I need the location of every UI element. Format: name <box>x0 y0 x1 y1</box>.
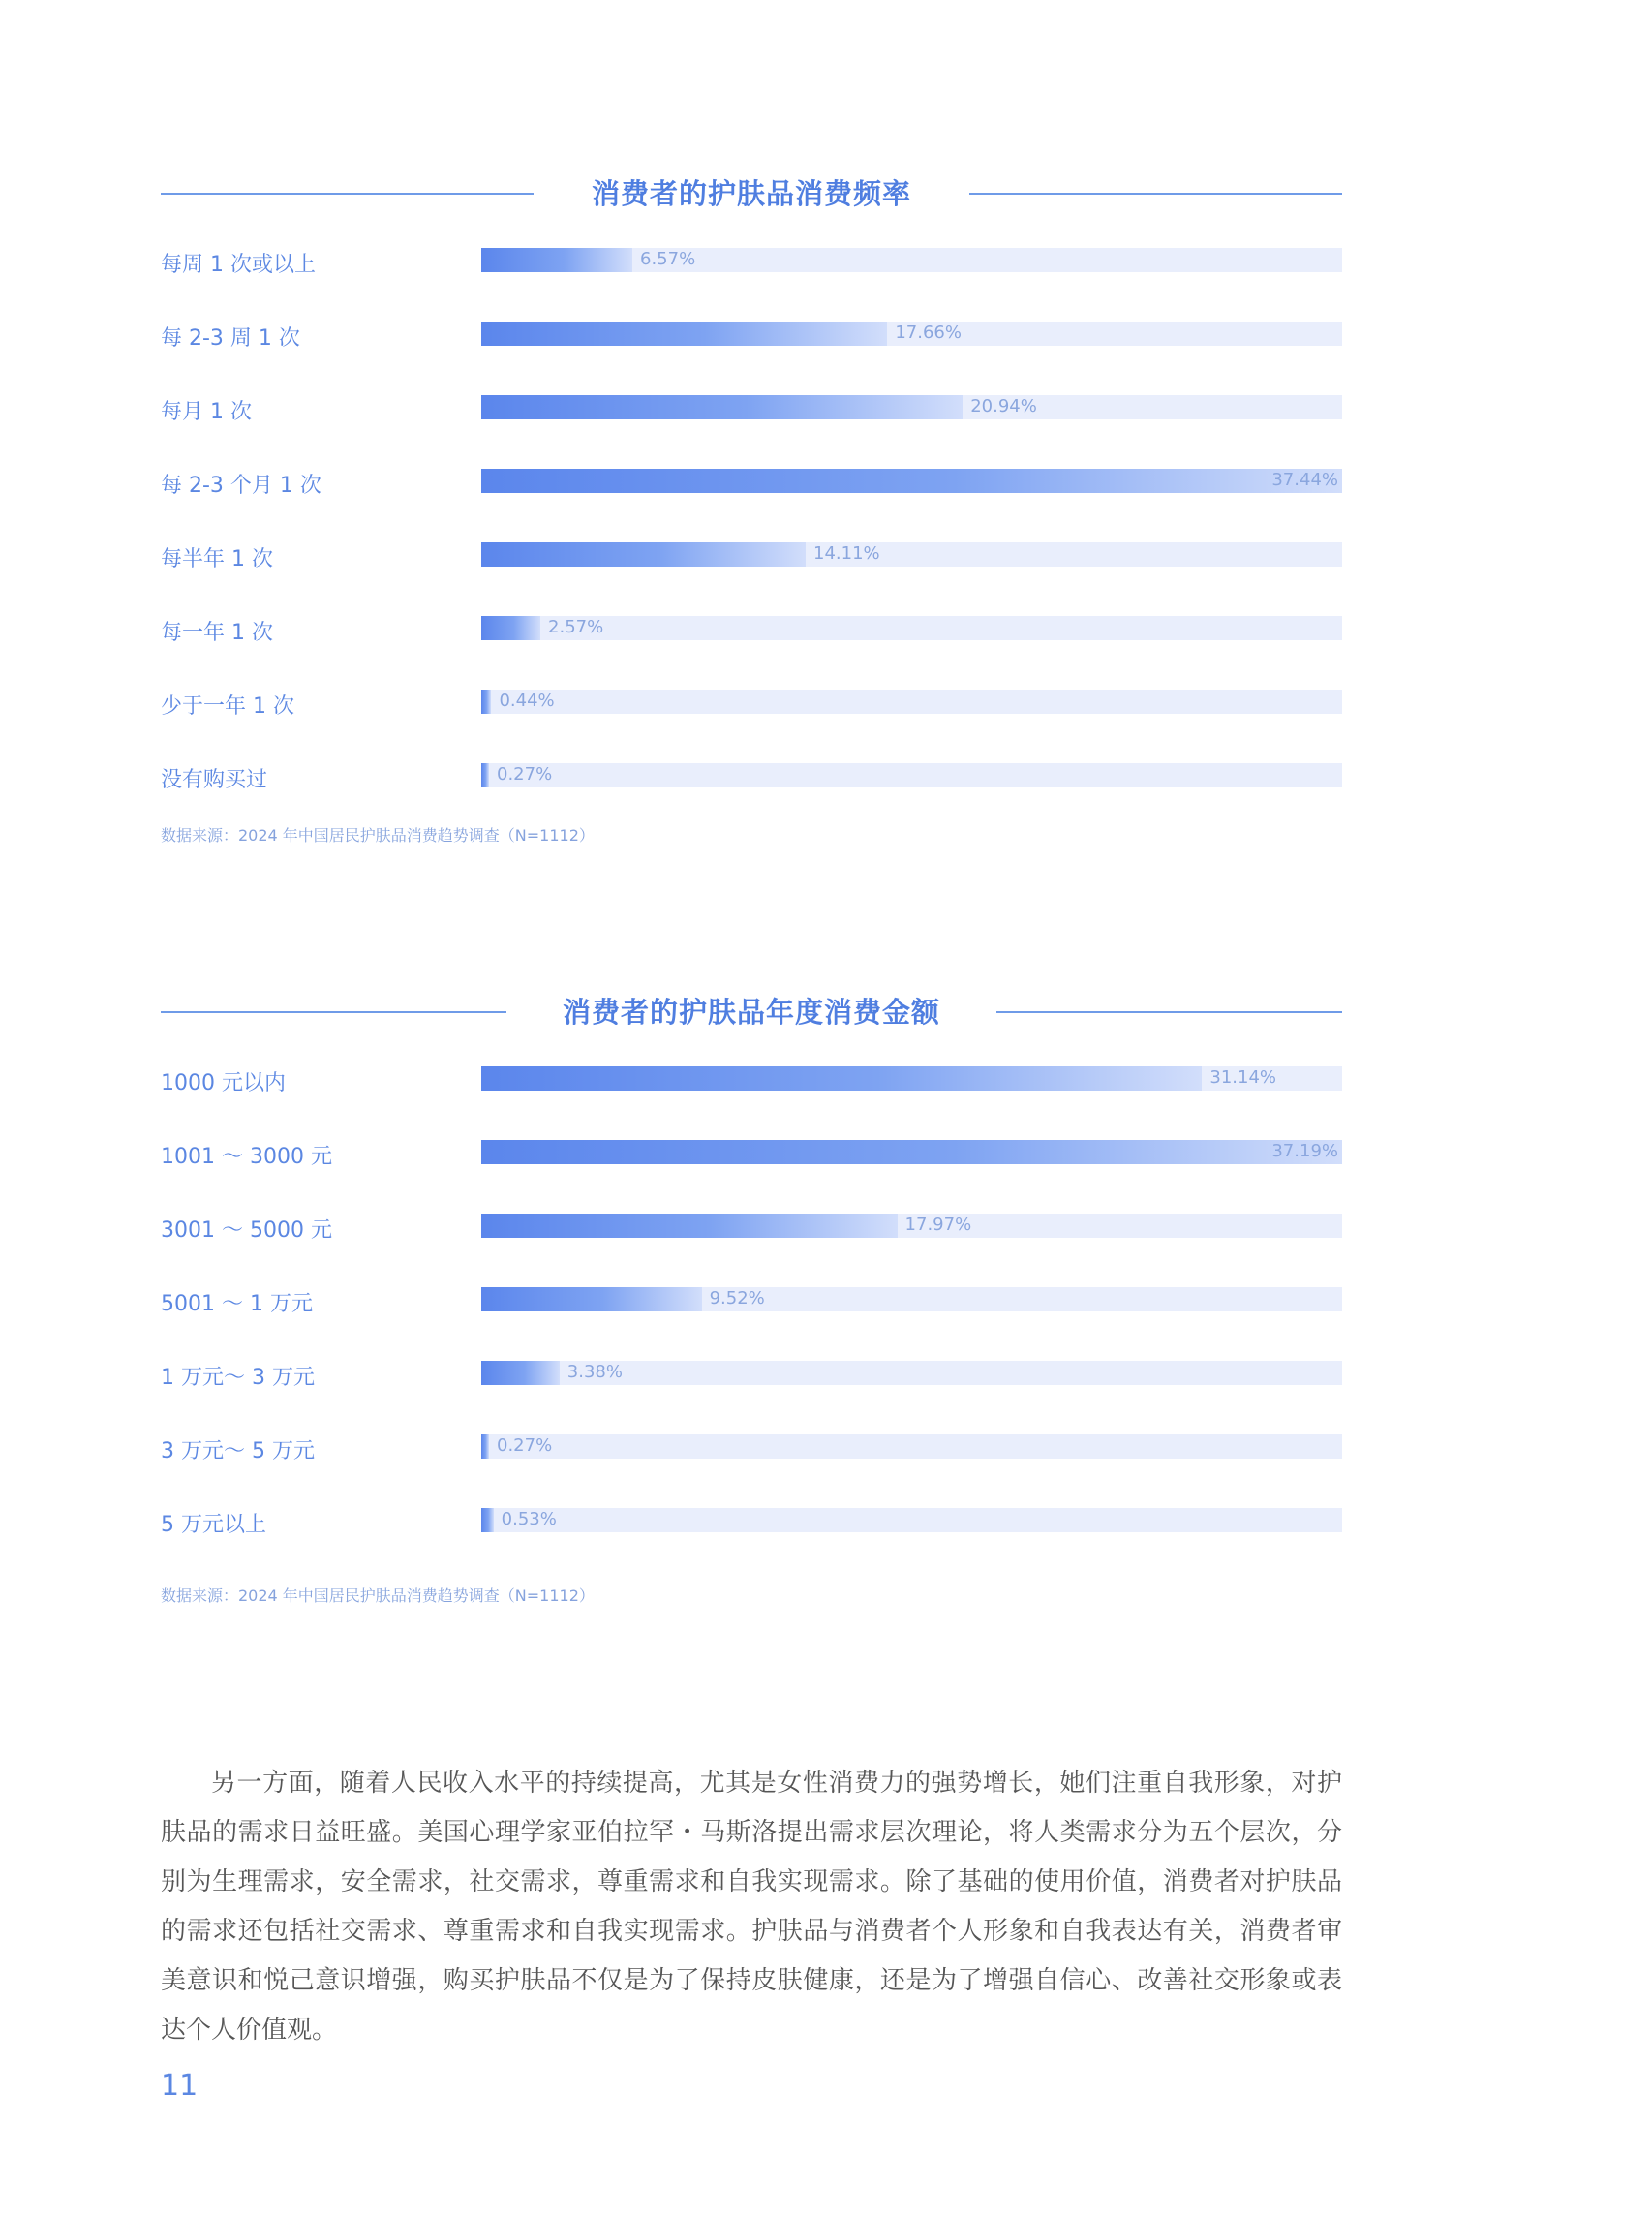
bar-label: 每一年 1 次 <box>161 621 273 645</box>
bar-row <box>161 1502 1342 1541</box>
chart-source: 数据来源：2024 年中国居民护肤品消费趋势调查（N=1112） <box>161 1586 595 1605</box>
bar <box>481 1287 702 1311</box>
bar <box>481 690 491 714</box>
bar-row <box>161 1061 1342 1099</box>
bar-row <box>161 757 1342 796</box>
bar-row <box>161 389 1342 428</box>
bar-value-label: 6.57% <box>640 249 696 269</box>
frequency-chart <box>161 165 1342 845</box>
bar-value-label: 14.11% <box>813 543 880 564</box>
bar <box>481 616 540 640</box>
bar-row <box>161 316 1342 354</box>
bar-value-label: 3.38% <box>566 1362 623 1382</box>
bar-value-label: 0.53% <box>501 1509 557 1529</box>
bar-value-label: 37.44% <box>1271 470 1338 490</box>
title-rule-right <box>969 193 1342 195</box>
bar-label: 1000 元以内 <box>161 1071 286 1095</box>
bar-track <box>481 616 1342 640</box>
bar-row <box>161 1134 1342 1173</box>
bar-track <box>481 1140 1342 1164</box>
bar-track <box>481 1508 1342 1532</box>
chart-header <box>161 983 1342 1041</box>
bar-track <box>481 1066 1342 1091</box>
bar <box>481 1140 1342 1164</box>
bar-row <box>161 610 1342 649</box>
bar <box>481 395 963 419</box>
bar-label: 5 万元以上 <box>161 1513 266 1537</box>
bar-label: 没有购买过 <box>161 768 268 792</box>
chart-title: 消费者的护肤品消费频率 <box>591 177 911 210</box>
page-number: 11 <box>161 2069 199 2103</box>
bar-row <box>161 1208 1342 1247</box>
bar-row <box>161 1355 1342 1394</box>
bar-value-label: 9.52% <box>709 1288 765 1309</box>
bar <box>481 1066 1202 1091</box>
bar-track <box>481 690 1342 714</box>
bar-track <box>481 542 1342 567</box>
chart-title: 消费者的护肤品年度消费金额 <box>562 996 940 1029</box>
bar <box>481 1434 489 1459</box>
bar-label: 3001 ～ 5000 元 <box>161 1218 332 1243</box>
bar-value-label: 0.27% <box>497 764 553 785</box>
bar-track <box>481 322 1342 346</box>
body-paragraph: 另一方面，随着人民收入水平的持续提高，尤其是女性消费力的强势增长，她们注重自我形象，对护肤品的需求日益旺盛。美国心理学家亚伯拉罕・马斯洛提出需求层次理论，将人类需求分为五个层次，分别为生理需求，安全需求，社交需求，尊重需求和自我实现需求。除了基础的使用价值，消费者对护肤品的需求还包括社交需求、尊重需求和自我实现需求。护肤品与消费者个人形象和自我表达有关，消费者审美意识和悦己意识增强，购买护肤品不仅是为了保持皮肤健康，还是为了增强自信心、改善社交形象或表达个人价值观。 <box>161 1769 1342 2045</box>
bar-track <box>481 395 1342 419</box>
bar-row <box>161 684 1342 723</box>
title-rule-right <box>996 1011 1342 1013</box>
bar-track <box>481 469 1342 493</box>
bar <box>481 1508 494 1532</box>
bar <box>481 542 806 567</box>
bar-label: 每周 1 次或以上 <box>161 253 316 277</box>
bar <box>481 322 887 346</box>
bar-value-label: 17.66% <box>895 323 962 343</box>
bar-row <box>161 1429 1342 1467</box>
bar <box>481 1361 560 1385</box>
bar-label: 少于一年 1 次 <box>161 694 294 719</box>
bar-row <box>161 242 1342 281</box>
chart-header <box>161 165 1342 223</box>
bar-track <box>481 1434 1342 1459</box>
chart-source: 数据来源：2024 年中国居民护肤品消费趋势调查（N=1112） <box>161 826 595 845</box>
annual-spend-chart <box>161 983 1342 1605</box>
bar-value-label: 17.97% <box>904 1215 972 1235</box>
bar-label: 每半年 1 次 <box>161 547 273 571</box>
bar-track <box>481 248 1342 272</box>
bar-track <box>481 763 1342 787</box>
bar <box>481 1214 898 1238</box>
bar-track <box>481 1361 1342 1385</box>
bar-label: 1001 ～ 3000 元 <box>161 1145 332 1169</box>
bar-value-label: 2.57% <box>548 617 604 637</box>
bar-value-label: 0.27% <box>497 1435 553 1456</box>
bar-label: 1 万元～ 3 万元 <box>161 1366 315 1390</box>
bar-track <box>481 1214 1342 1238</box>
bar <box>481 469 1342 493</box>
bar-row <box>161 463 1342 502</box>
bar-label: 每月 1 次 <box>161 400 252 424</box>
bar-value-label: 0.44% <box>499 691 555 711</box>
bar-label: 每 2-3 周 1 次 <box>161 326 300 351</box>
bar <box>481 763 489 787</box>
bar-value-label: 31.14% <box>1209 1067 1277 1088</box>
bar-label: 5001 ～ 1 万元 <box>161 1292 313 1316</box>
bar-label: 3 万元～ 5 万元 <box>161 1439 315 1463</box>
bar-row <box>161 1281 1342 1320</box>
bar <box>481 248 632 272</box>
bar-value-label: 37.19% <box>1271 1141 1338 1161</box>
bar-row <box>161 537 1342 575</box>
bar-track <box>481 1287 1342 1311</box>
bar-value-label: 20.94% <box>970 396 1037 416</box>
bar-label: 每 2-3 个月 1 次 <box>161 474 321 498</box>
